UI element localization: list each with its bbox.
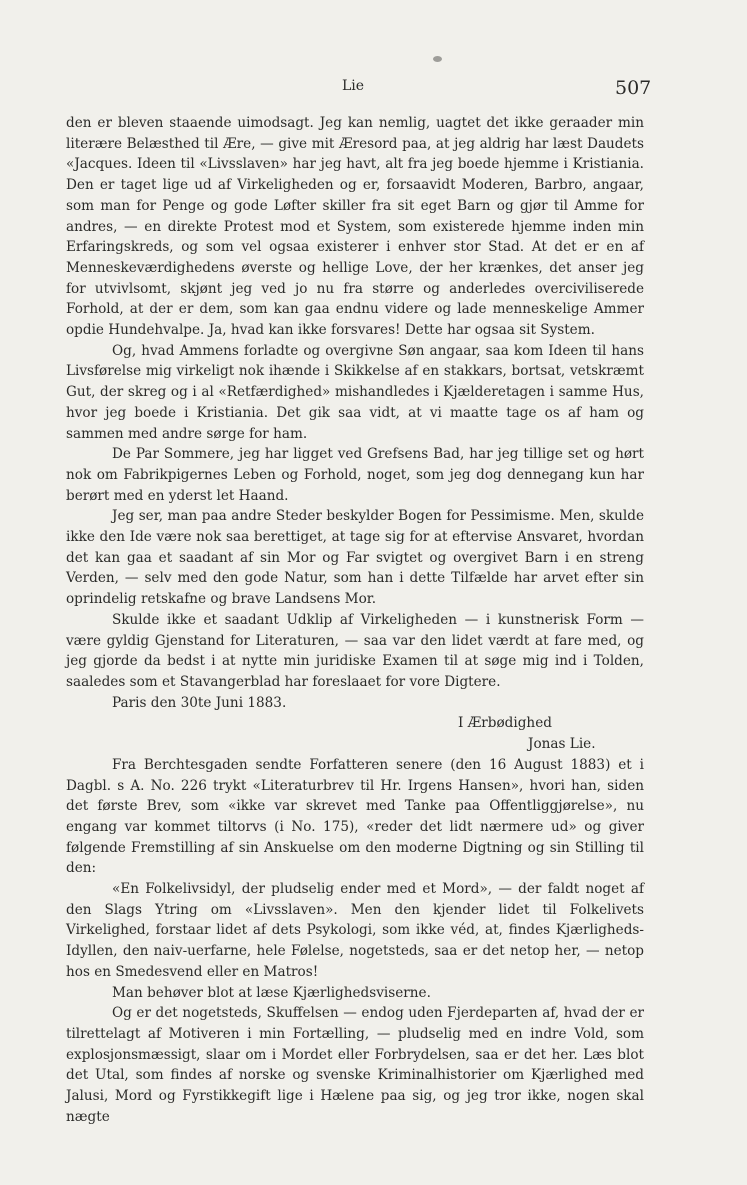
letter-signature: Jonas Lie. [528, 736, 596, 753]
paragraph: Man behøver blot at læse Kjærlighedsviserne. [112, 984, 431, 1001]
paragraph: Og, hvad Ammens forladte og overgivne Søn angaar, saa kom Ideen til hans Livsførelse mig virkeligt nok ihænde i Skikkelse af en stakkars, bortsat, vetskræmt Gut, der skreg og i al «Retfærdighed» mishandledes i Kjælderetagen i samme Hus, hvor jeg boede i Kristiania. Det gik saa vidt, at vi maatte tage os af ham og sammen med andre sørge for ham. [66, 342, 644, 442]
paragraph: «En Folkelivsidyl, der pludselig ender med et Mord», — der faldt noget af den Slags Ytring om «Livsslaven». Men den kjender lidet til Folkelivets Virkelighed, forstaar lidet af dets Psykologi, som ikke véd, at, findes Kjærligheds-Idyllen, den naiv-uerfarne, hele Følelse, nogetsteds, saa er det netop her, — netop hos en Smedesvend eller en Matros! [66, 881, 644, 980]
body-text [66, 113, 644, 1127]
place-date: Paris den 30te Juni 1883. [112, 694, 287, 711]
paragraph: Og er det nogetsteds, Skuffelsen — endog uden Fjerdeparten af, hvad der er tilrettelagt af Motiveren i min Fortælling, — pludselig med en indre Vold, som explosjonsmæssigt, slaar om i Mordet eller Forbrydelsen, saa er det her. Læs blot det Utal, som findes af norske og svenske Kriminalhistorier om Kjærlighed med Jalusi, Mord og Fyrstikkegift lige i Hælene paa sig, og jeg tror ikke, nogen skal nægte [66, 1005, 644, 1125]
paragraph: Skulde ikke et saadant Udklip af Virkeligheden — i kunstnerisk Form — være gyldig Gjenstand for Literaturen, — saa var den lidet værdt at fare med, og jeg gjorde da bedst i at nytte min juridiske Examen til at søge mig ind i Tolden, saaledes som et Stavangerblad har foreslaaet for vore Digtere. [66, 611, 644, 690]
running-head: Lie [342, 78, 365, 94]
ink-speck [433, 56, 442, 62]
letter-closing: I Ærbødighed [458, 715, 552, 732]
paragraph: Jeg ser, man paa andre Steder beskylder Bogen for Pessimisme. Men, skulde ikke den Ide være nok saa berettiget, at tage sig for at eftervise Ansvaret, hvordan det kan gaa et saadant af sin Mor og Far svigtet og overgivet Barn i en streng Verden, — selv med den gode Natur, som han i dette Tilfælde har arvet efter sin oprindelig retskafne og brave Landsens Mor. [66, 508, 644, 608]
paragraph: Fra Berchtesgaden sendte Forfatteren senere (den 16 August 1883) et i Dagbl. s A. No. 226 trykt «Literaturbrev til Hr. Irgens Hansen», hvori han, siden det første Brev, som «ikke var skrevet med Tanke paa Offentliggjørelse», nu engang var kommet tiltorvs (i No. 175), «reder det lidt nærmere ud» og giver følgende Fremstilling af sin Anskuelse om den moderne Digtning og sin Stilling til den: [66, 756, 644, 877]
page-number: 507 [615, 77, 652, 99]
paragraph: den er bleven staaende uimodsagt. Jeg kan nemlig, uagtet det ikke geraader min literære Belæsthed til Ære, — give mit Æresord paa, at jeg aldrig har læst Daudets «Jacques. Ideen til «Livsslaven» har jeg havt, alt fra jeg boede hjemme i Kristiania. Den er taget lige ud af Virkeligheden og er, forsaavidt Moderen, Barbro, angaar, som man for Penge og gode Løfter skiller fra sit eget Barn og gjør til Amme for andres, — en direkte Protest mod et System, som existerede hjemme inden min Erfaringskreds, og som vel ogsaa existerer i enhver stor Stad. At det er en af Menneskeværdighedens øverste og hellige Love, der her krænkes, det anser jeg for utvivlsomt, skjønt jeg ved jo nu fra større og anderledes overciviliserede Forhold, at der er dem, som kan gaa endnu videre og lade menneskelige Ammer opdie Hundehvalpe. Ja, hvad kan ikke forsvares! Dette har ogsaa sit System. [66, 115, 644, 339]
paragraph: De Par Sommere, jeg har ligget ved Grefsens Bad, har jeg tillige set og hørt nok om Fabrikpigernes Leben og Forhold, noget, som jeg dog dennegang kun har berørt med en yderst let Haand. [66, 446, 644, 504]
